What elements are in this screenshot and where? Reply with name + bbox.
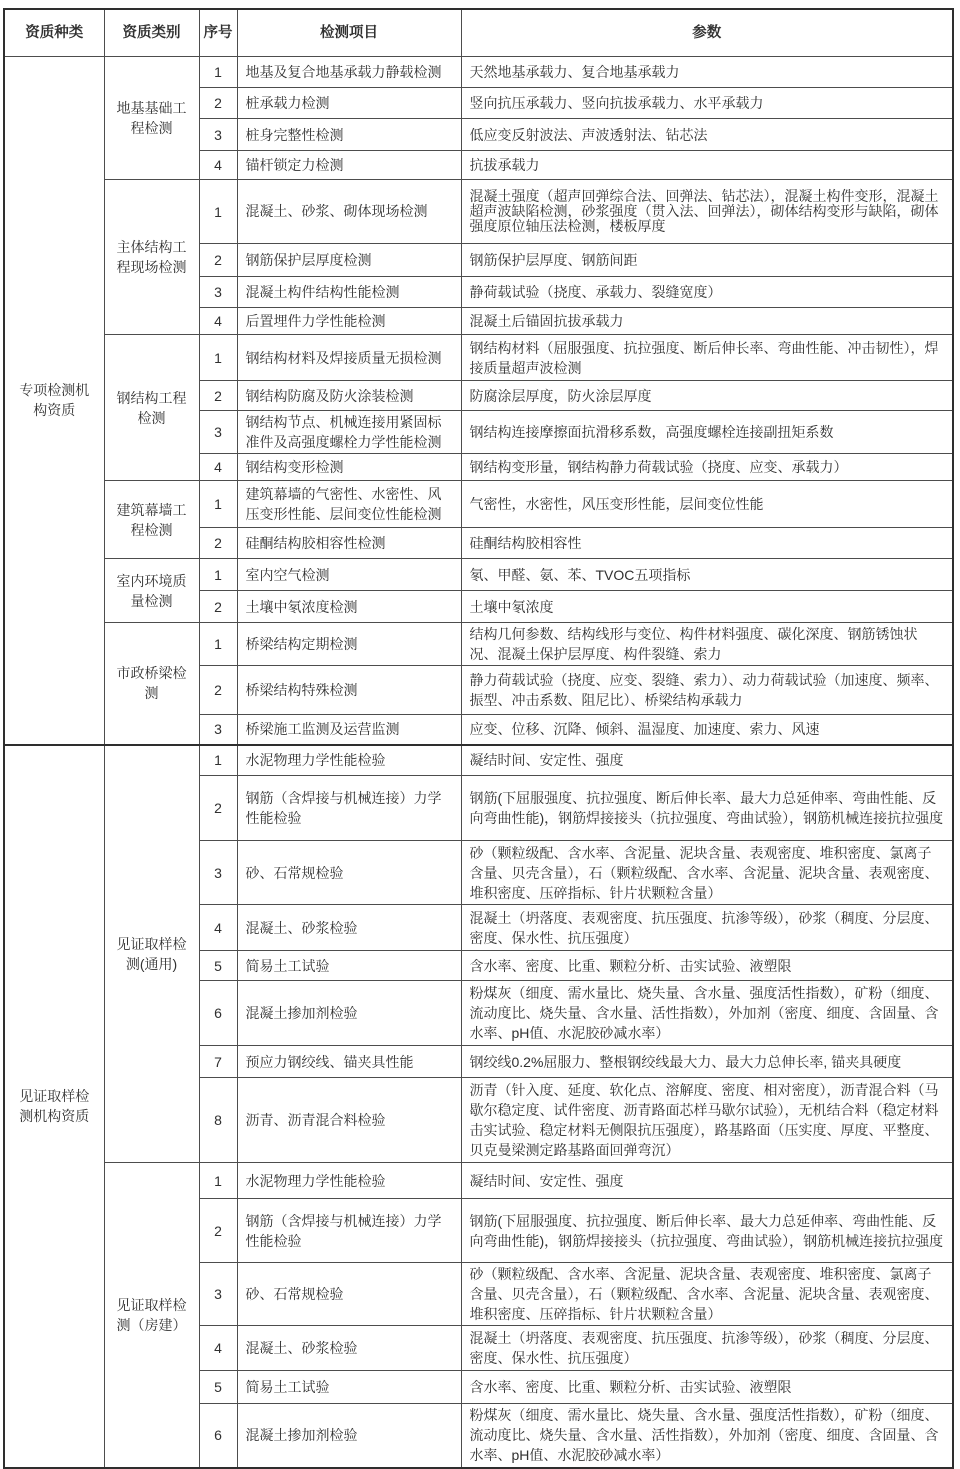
test-item-cell: 混凝土掺加剂检验 [237, 1404, 461, 1468]
test-item-cell: 地基及复合地基承载力静载检测 [237, 57, 461, 88]
category-cell: 市政桥梁检测 [104, 623, 199, 745]
table-row [4, 481, 953, 528]
parameters-cell: 防腐涂层厚度，防火涂层厚度 [461, 381, 953, 411]
parameters-cell: 沥青（针入度、延度、软化点、溶解度、密度、相对密度），沥青混合料（马歇尔稳定度、试件密度、沥青路面芯样马歇尔试验），无机结合料（稳定材料击实试验、稳定材料无侧限抗压强度），路基路面（压实度、厚度、平整度、贝克曼梁测定路基路面回弹弯沉） [461, 1078, 953, 1163]
test-item-cell: 钢筋（含焊接与机械连接）力学性能检验 [237, 1199, 461, 1263]
test-item-cell: 钢结构变形检测 [237, 454, 461, 481]
row-number-cell: 3 [199, 411, 237, 454]
test-item-cell: 水泥物理力学性能检验 [237, 745, 461, 776]
table-row [4, 745, 953, 776]
test-item-cell: 硅酮结构胶相容性检测 [237, 528, 461, 559]
test-item-cell: 钢结构防腐及防火涂装检测 [237, 381, 461, 411]
header-parameters: 参数 [461, 9, 953, 57]
row-number-cell: 3 [199, 1263, 237, 1326]
category-cell: 地基基础工程检测 [104, 57, 199, 180]
parameters-cell: 混凝土强度（超声回弹综合法、回弹法、钻芯法），混凝土构件变形，混凝土超声波缺陷检测，砂浆强度（贯入法、回弹法），砌体结构变形与缺陷，砌体强度原位轴压法检测，楼板厚度 [461, 180, 953, 244]
row-number-cell: 1 [199, 1163, 237, 1199]
test-item-cell: 钢筋保护层厚度检测 [237, 244, 461, 277]
test-item-cell: 预应力钢绞线、锚夹具性能 [237, 1046, 461, 1078]
row-number-cell: 8 [199, 1078, 237, 1163]
test-item-cell: 沥青、沥青混合料检验 [237, 1078, 461, 1163]
table-row [4, 623, 953, 666]
test-item-cell: 桥梁结构定期检测 [237, 623, 461, 666]
test-item-cell: 钢结构材料及焊接质量无损检测 [237, 335, 461, 381]
parameters-cell: 静荷载试验（挠度、承载力、裂缝宽度） [461, 277, 953, 308]
parameters-cell: 结构几何参数、结构线形与变位、构件材料强度、碳化深度、钢筋锈蚀状况、混凝土保护层厚度、构件裂缝、索力 [461, 623, 953, 666]
row-number-cell: 2 [199, 1199, 237, 1263]
row-number-cell: 1 [199, 335, 237, 381]
row-number-cell: 3 [199, 841, 237, 905]
row-number-cell: 2 [199, 776, 237, 841]
row-number-cell: 4 [199, 905, 237, 951]
parameters-cell: 钢结构连接摩擦面抗滑移系数，高强度螺栓连接副扭矩系数 [461, 411, 953, 454]
category-cell: 钢结构工程检测 [104, 335, 199, 481]
parameters-cell: 硅酮结构胶相容性 [461, 528, 953, 559]
parameters-cell: 砂（颗粒级配、含水率、含泥量、泥块含量、表观密度、堆积密度、氯离子含量、贝壳含量），石（颗粒级配、含水率、含泥量、泥块含量、表观密度、堆积密度、压碎指标、针片状颗粒含量） [461, 841, 953, 905]
test-item-cell: 钢筋（含焊接与机械连接）力学性能检验 [237, 776, 461, 841]
test-item-cell: 后置埋件力学性能检测 [237, 308, 461, 335]
row-number-cell: 6 [199, 1404, 237, 1468]
test-item-cell: 混凝土、砂浆检验 [237, 1326, 461, 1371]
category-cell: 室内环境质量检测 [104, 559, 199, 623]
test-item-cell: 砂、石常规检验 [237, 1263, 461, 1326]
table-row [4, 559, 953, 591]
parameters-cell: 氡、甲醛、氨、苯、TVOC五项指标 [461, 559, 953, 591]
row-number-cell: 3 [199, 715, 237, 745]
parameters-cell: 钢筋(下屈服强度、抗拉强度、断后伸长率、最大力总延伸率、弯曲性能、反向弯曲性能)，钢筋焊接接头（抗拉强度、弯曲试验），钢筋机械连接抗拉强度 [461, 776, 953, 841]
table-body [4, 57, 953, 1468]
table-row [4, 335, 953, 381]
parameters-cell: 钢筋(下屈服强度、抗拉强度、断后伸长率、最大力总延伸率、弯曲性能、反向弯曲性能)，钢筋焊接接头（抗拉强度、弯曲试验），钢筋机械连接抗拉强度 [461, 1199, 953, 1263]
parameters-cell: 钢筋保护层厚度、钢筋间距 [461, 244, 953, 277]
parameters-cell: 粉煤灰（细度、需水量比、烧失量、含水量、强度活性指数），矿粉（细度、流动度比、烧失量、含水量、活性指数），外加剂（密度、细度、含固量、含水率、pH值、水泥胶砂减水率） [461, 1404, 953, 1468]
test-item-cell: 混凝土、砂浆检验 [237, 905, 461, 951]
parameters-cell: 应变、位移、沉降、倾斜、温湿度、加速度、索力、风速 [461, 715, 953, 745]
test-item-cell: 桥梁施工监测及运营监测 [237, 715, 461, 745]
test-item-cell: 简易土工试验 [237, 951, 461, 981]
row-number-cell: 2 [199, 528, 237, 559]
parameters-cell: 混凝土后锚固抗拔承载力 [461, 308, 953, 335]
qualification-type-cell: 专项检测机构资质 [4, 57, 104, 745]
table-row [4, 57, 953, 88]
test-item-cell: 土壤中氡浓度检测 [237, 591, 461, 623]
row-number-cell: 4 [199, 151, 237, 180]
header-qualification-type: 资质种类 [4, 9, 104, 57]
row-number-cell: 2 [199, 666, 237, 715]
row-number-cell: 5 [199, 1371, 237, 1404]
header-serial-no: 序号 [199, 9, 237, 57]
parameters-cell: 天然地基承载力、复合地基承载力 [461, 57, 953, 88]
row-number-cell: 3 [199, 119, 237, 151]
row-number-cell: 6 [199, 981, 237, 1046]
parameters-cell: 砂（颗粒级配、含水率、含泥量、泥块含量、表观密度、堆积密度、氯离子含量、贝壳含量），石（颗粒级配、含水率、含泥量、泥块含量、表观密度、堆积密度、压碎指标、针片状颗粒含量） [461, 1263, 953, 1326]
parameters-cell: 混凝土（坍落度、表观密度、抗压强度、抗渗等级），砂浆（稠度、分层度、密度、保水性、抗压强度） [461, 905, 953, 951]
category-cell: 建筑幕墙工程检测 [104, 481, 199, 559]
test-item-cell: 室内空气检测 [237, 559, 461, 591]
category-cell: 见证取样检测（房建） [104, 1163, 199, 1468]
row-number-cell: 4 [199, 1326, 237, 1371]
row-number-cell: 4 [199, 308, 237, 335]
parameters-cell: 粉煤灰（细度、需水量比、烧失量、含水量、强度活性指数），矿粉（细度、流动度比、烧失量、含水量、活性指数），外加剂（密度、细度、含固量、含水率、pH值、水泥胶砂减水率） [461, 981, 953, 1046]
test-item-cell: 水泥物理力学性能检验 [237, 1163, 461, 1199]
row-number-cell: 1 [199, 180, 237, 244]
row-number-cell: 2 [199, 381, 237, 411]
header-test-item: 检测项目 [237, 9, 461, 57]
test-item-cell: 锚杆锁定力检测 [237, 151, 461, 180]
test-item-cell: 混凝土构件结构性能检测 [237, 277, 461, 308]
row-number-cell: 7 [199, 1046, 237, 1078]
parameters-cell: 静力荷载试验（挠度、应变、裂缝、索力）、动力荷载试验（加速度、频率、振型、冲击系数、阻尼比）、桥梁结构承载力 [461, 666, 953, 715]
table-header-row [4, 9, 953, 57]
test-item-cell: 桩承载力检测 [237, 88, 461, 119]
parameters-cell: 抗拔承载力 [461, 151, 953, 180]
qualification-type-cell: 见证取样检测机构资质 [4, 745, 104, 1468]
test-item-cell: 混凝土掺加剂检验 [237, 981, 461, 1046]
test-item-cell: 钢结构节点、机械连接用紧固标准件及高强度螺栓力学性能检测 [237, 411, 461, 454]
row-number-cell: 2 [199, 244, 237, 277]
row-number-cell: 1 [199, 745, 237, 776]
header-qualification-category: 资质类别 [104, 9, 199, 57]
parameters-cell: 土壤中氡浓度 [461, 591, 953, 623]
test-item-cell: 桩身完整性检测 [237, 119, 461, 151]
test-item-cell: 建筑幕墙的气密性、水密性、风压变形性能、层间变位性能检测 [237, 481, 461, 528]
test-item-cell: 桥梁结构特殊检测 [237, 666, 461, 715]
parameters-cell: 钢结构变形量，钢结构静力荷载试验（挠度、应变、承载力） [461, 454, 953, 481]
parameters-cell: 凝结时间、安定性、强度 [461, 745, 953, 776]
table-row [4, 180, 953, 244]
row-number-cell: 5 [199, 951, 237, 981]
parameters-cell: 钢绞线0.2%屈服力、整根钢绞线最大力、最大力总伸长率, 锚夹具硬度 [461, 1046, 953, 1078]
test-item-cell: 简易土工试验 [237, 1371, 461, 1404]
row-number-cell: 1 [199, 481, 237, 528]
table-row [4, 1163, 953, 1199]
row-number-cell: 1 [199, 57, 237, 88]
parameters-cell: 低应变反射波法、声波透射法、钻芯法 [461, 119, 953, 151]
parameters-cell: 含水率、密度、比重、颗粒分析、击实试验、液塑限 [461, 951, 953, 981]
test-item-cell: 砂、石常规检验 [237, 841, 461, 905]
parameters-cell: 凝结时间、安定性、强度 [461, 1163, 953, 1199]
category-cell: 见证取样检测(通用) [104, 745, 199, 1163]
row-number-cell: 1 [199, 559, 237, 591]
row-number-cell: 2 [199, 88, 237, 119]
qualification-table [3, 8, 954, 1469]
category-cell: 主体结构工程现场检测 [104, 180, 199, 335]
row-number-cell: 3 [199, 277, 237, 308]
parameters-cell: 钢结构材料（屈服强度、抗拉强度、断后伸长率、弯曲性能、冲击韧性），焊接质量超声波检测 [461, 335, 953, 381]
parameters-cell: 竖向抗压承载力、竖向抗拔承载力、水平承载力 [461, 88, 953, 119]
parameters-cell: 气密性，水密性，风压变形性能，层间变位性能 [461, 481, 953, 528]
parameters-cell: 含水率、密度、比重、颗粒分析、击实试验、液塑限 [461, 1371, 953, 1404]
parameters-cell: 混凝土（坍落度、表观密度、抗压强度、抗渗等级），砂浆（稠度、分层度、密度、保水性、抗压强度） [461, 1326, 953, 1371]
row-number-cell: 2 [199, 591, 237, 623]
test-item-cell: 混凝土、砂浆、砌体现场检测 [237, 180, 461, 244]
row-number-cell: 1 [199, 623, 237, 666]
row-number-cell: 4 [199, 454, 237, 481]
